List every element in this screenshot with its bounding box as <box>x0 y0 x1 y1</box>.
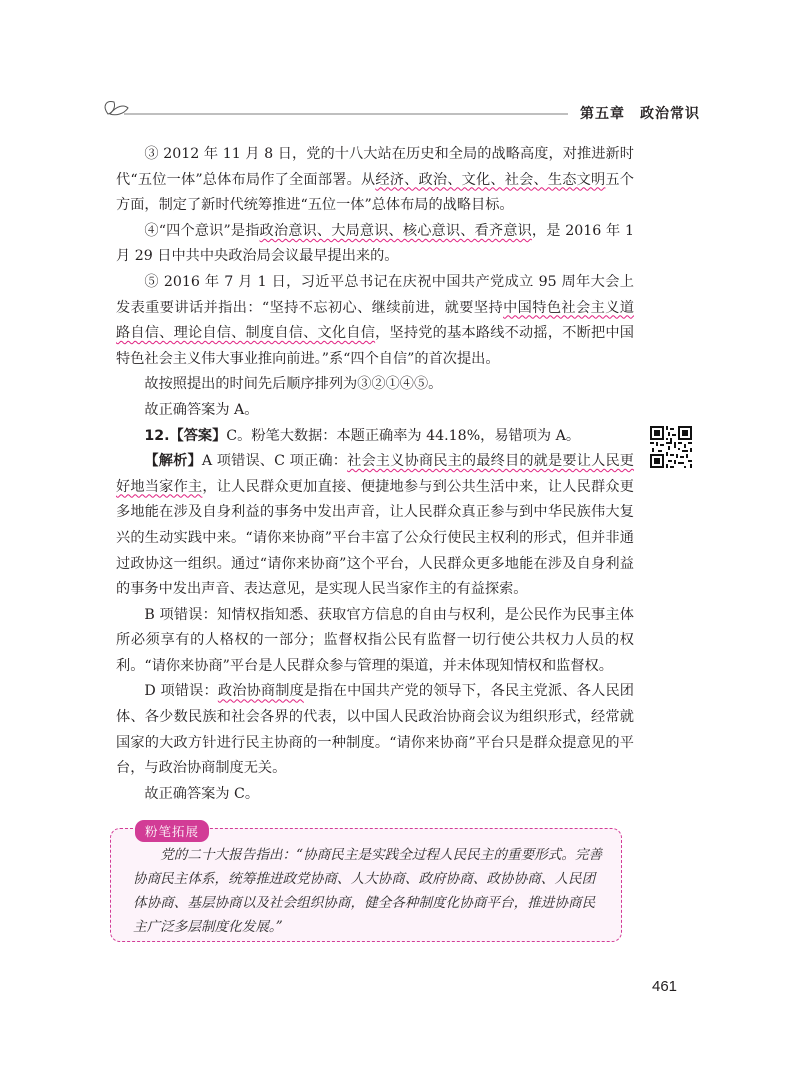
question-12-answer: 12.【答案】C。粉笔大数据：本题正确率为 44.18%，易错项为 A。 <box>144 427 581 444</box>
extension-tag: 粉笔拓展 <box>135 820 209 842</box>
paragraph-item-5: ⑤ 2016 年 7 月 1 日，习近平总书记在庆祝中国共产党成立 95 周年大会上发表重要讲话并指出：“坚持不忘初心、继续前进，就要坚持中国特色社会主义道路自信、理论自信、制度自信、文化自信，坚持党的基本路线不动摇，不断把中国特色社会主义伟大事业推向前进。”系“四个自信”的首次提出。 <box>116 273 634 367</box>
option-b-analysis: B 项错误：知情权指知悉、获取官方信息的自由与权利，是公民作为民事主体所必须享有的人格权的一部分；监督权指公民有监督一切行使公共权力人员的权利。“请你来协商”平台是人民群众参与管理的渠道，并未体现知情权和监督权。 <box>116 606 634 674</box>
answer-final: 故正确答案为 C。 <box>144 785 260 802</box>
extension-text: 党的二十大报告指出：“协商民主是实践全过程人民民主的重要形式。完善协商民主体系，统筹推进政党协商、人大协商、政府协商、政协协商、人民团体协商、基层协商以及社会组织协商，健全各种制度化协商平台，推进协商民主广泛多层制度化发展。” <box>133 847 603 935</box>
answer-previous: 故正确答案为 A。 <box>144 401 259 418</box>
page-header <box>98 92 698 126</box>
page-number: 461 <box>652 978 678 995</box>
option-d-analysis: D 项错误：政治协商制度是指在中国共产党的领导下，各民主党派、各人民团体、各少数民族和社会各界的代表，以中国人民政治协商会议为组织形式，经常就国家的大政方针进行民主协商的一种制度。“请你来协商”平台只是群众提意见的平台，与政治协商制度无关。 <box>116 683 634 777</box>
chapter-title: 第五章 政治常识 <box>580 106 700 122</box>
paragraph-item-3: ③ 2012 年 11 月 8 日，党的十八大站在历史和全局的战略高度，对推进新时代“五位一体”总体布局作了全面部署。从经济、政治、文化、社会、生态文明五个方面，制定了新时代统筹推进“五位一体”总体布局的战略目标。 <box>116 146 634 214</box>
analysis-paragraph: 【解析】A 项错误、C 项正确：社会主义协商民主的最终目的就是要让人民更好地当家作主，让人民群众更加直接、便捷地参与到公共生活中来，让人民群众更多地能在涉及自身利益的事务中发出声音，让人民群众真正参与到中华民族伟大复兴的生动实践中来。“请你来协商”平台丰富了公众行使民主权利的形式，但并非通过政协这一组织。通过“请你来协商”这个平台，人民群众更多地能在涉及自身利益的事务中发出声音、表达意见，是实现人民当家作主的有益探索。 <box>116 453 634 598</box>
order-sentence: 故按照提出的时间先后顺序排列为③②①④⑤。 <box>144 376 443 393</box>
qr-code-icon[interactable] <box>650 426 692 468</box>
main-content <box>116 142 634 807</box>
paragraph-item-4: ④“四个意识”是指政治意识、大局意识、核心意识、看齐意识，是 2016 年 1 月 29 日中共中央政治局会议最早提出来的。 <box>116 222 634 265</box>
extension-box <box>110 824 622 942</box>
